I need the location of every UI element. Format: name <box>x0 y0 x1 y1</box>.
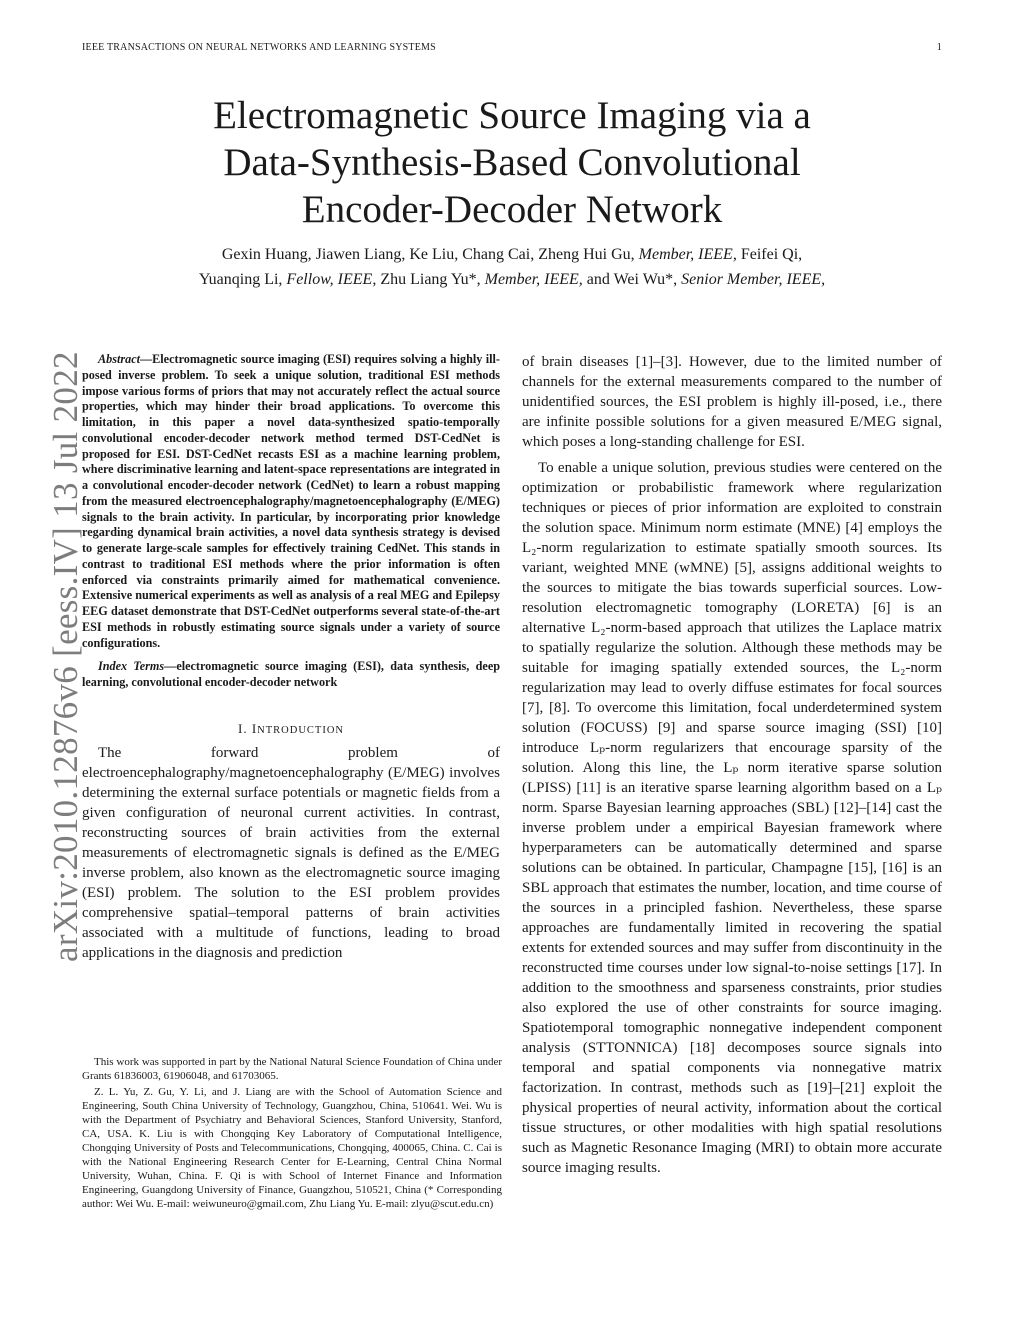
title-line-2: Data-Synthesis-Based Convolutional <box>223 141 801 184</box>
right-column <box>522 352 942 1178</box>
footnote-affiliations: Z. L. Yu, Z. Gu, Y. Li, and J. Liang are with the School of Automation Science and Engineering, South China University of Technology, Guangzhou, China, 510641. Wei. Wu is with the Department of Psychiatry and Behavioral Sciences, Stanford University, Stanford, CA, USA. K. Liu is with Chongqing Key Laboratory of Computational Intelligence, Chongqing University of Posts and Telecommunications, Chongqing, 400065, China. C. Cai is with the National Engineering Research Center for E-Learning, Central China Normal University, Wuhan, China. F. Qi is with School of Internet Finance and Information Engineering, Guangdong University of Finance, Guangzhou, 510521, China (* Corresponding author: Wei Wu. E-mail: weiwuneuro@gmail.com, Zhu Liang Yu. E-mail: zlyu@scut.edu.cn) <box>82 1086 502 1210</box>
author-name-wu: and Wei Wu*, <box>582 271 682 288</box>
right-paragraph-1: of brain diseases [1]–[3]. However, due to the limited number of channels for the external measurements compared to the number of unidentified sources, the ESI problem is highly ill-posed, i.e., there are infinite possible solutions for a given measured E/MEG signal, which poses a long-standing challenge for ESI. <box>522 354 942 450</box>
abstract <box>82 352 500 651</box>
author-name-yu: Zhu Liang Yu*, <box>376 271 485 288</box>
author-line-1 <box>110 242 914 267</box>
author-name-li: Yuanqing Li, <box>198 271 287 288</box>
author-line-2 <box>110 267 914 292</box>
abstract-text: —Electromagnetic source imaging (ESI) requires solving a highly ill-posed inverse problem. To seek a unique solution, traditional ESI methods impose various forms of priors that may not accurately reflect the actual source properties, which may hinder their broad applications. To overcome this limitation, in this paper a novel data-synthesized spatio-temporally convolutional encoder-decoder network method termed DST-CedNet is proposed for ESI. DST-CedNet recasts ESI as a machine learning problem, where discriminative learning and latent-space representations are integrated in a convolutional encoder-decoder network (CedNet) to learn a robust mapping from the measured electroencephalography/magnetoencephalography (E/MEG) signals to the brain activity. In particular, by incorporating prior knowledge regarding dynamical brain activities, a novel data synthesis strategy is devised to generate large-scale samples for effectively training CedNet. This stands in contrast to traditional ESI methods where the prior information is often enforced via constraints primarily aimed for mathematical convenience. Extensive numerical experiments as well as analysis of a real MEG and Epilepsy EEG dataset demonstrate that DST-CedNet outperforms several state-of-the-art ESI methods in robustly estimating source signals under a variety of source configurations. <box>82 352 500 650</box>
journal-name: IEEE TRANSACTIONS ON NEURAL NETWORKS AND LEARNING SYSTEMS <box>82 42 436 53</box>
author-tail-1: Feifei Qi, <box>736 246 803 263</box>
left-column <box>82 352 500 963</box>
paper-title <box>150 92 874 233</box>
author-role-fellow: Fellow, IEEE, <box>286 271 377 288</box>
index-terms <box>82 659 500 691</box>
abstract-label: Abstract <box>98 352 140 366</box>
author-role-senior: Senior Member, IEEE, <box>681 271 826 288</box>
right-paragraph-2: To enable a unique solution, previous studies were centered on the optimization or probabilistic framework where regularization techniques or pieces of prior information are exploited to constrain the solution space. Minimum norm estimate (MNE) [4] employs the L₂-norm regularization to estimate spatially smooth sources. Its variant, weighted MNE (wMNE) [5], assigns additional weights to the sources to mitigate the bias towards superficial sources. Low-resolution electromagnetic tomography (LORETA) [6] is an alternative L₂-norm-based approach that utilizes the Laplace matrix to spatially regularize the solution. Although these methods may be suitable for imaging spatially extended sources, the L₂-norm regularization may lead to overly diffuse estimates for focal sources [7], [8]. To overcome this limitation, focal underdetermined system solution (FOCUSS) [9] and sparse source imaging (SSI) [10] introduce Lₚ-norm regularizers that encourage sparsity of the solution. Along this line, the Lₚ norm iterative sparse solution (LPISS) [11] is an iterative sparse learning algorithm based on a Lₚ norm. Sparse Bayesian learning approaches (SBL) [12]–[14] cast the inverse problem under a empirical Bayesian framework where hyperparameters can be automatically determined and sparse solutions can be obtained. In particular, Champagne [15], [16] is an SBL approach that estimates the number, location, and time course of the sources in a principled fashion. Nevertheless, these sparse approaches are fundamentally limited in recovering the spatial extents for extended sources and may suffer from discontinuity in the reconstructed time courses under low signal-to-noise settings [17]. In addition to the smoothness and sparseness constraints, prior studies also explored the use of other constraints for source imaging. Spatiotemporal tomographic nonnegative independent component analysis (STTONNICA) [18] decomposes source signals into temporal and spatial components via nonnegative matrix factorization. In contrast, methods such as [19]–[21] exploit the physical properties of neural activity, information about the cortical tissue structures, or other modalities with high spatial resolutions such as Magnetic Resonance Imaging (MRI) to obtain more accurate source imaging results. <box>522 460 942 1176</box>
section-title: NTRODUCTION <box>257 724 344 736</box>
index-terms-text: —electromagnetic source imaging (ESI), data synthesis, deep learning, convolutional encoder-decoder network <box>82 659 501 689</box>
author-role-member: Member, IEEE, <box>484 271 583 288</box>
footnotes <box>82 1055 502 1211</box>
index-terms-label: Index Terms <box>98 659 165 674</box>
author-names-1: Gexin Huang, Jiawen Liang, Ke Liu, Chang Cai, Zheng Hui Gu, <box>221 246 639 263</box>
intro-paragraph: The forward problem of electroencephalography/magnetoencephalography (E/MEG) involves determining the external surface potentials or magnetic fields from a given configuration of neuronal current activities. In contrast, reconstructing sources of brain activities from the external measurements of electromagnetic signals is defined as the E/MEG inverse problem, also known as the electromagnetic source imaging (ESI) problem. The solution to the ESI problem provides comprehensive spatial–temporal patterns of brain activities associated with a multitude of functions, leading to broad applications in the diagnosis and prediction <box>82 744 500 961</box>
section-heading-introduction <box>82 721 500 737</box>
section-numeral: I. I <box>238 720 258 736</box>
footnote-funding: This work was supported in part by the National Natural Science Foundation of China under Grants 61836003, 61906048, and 61703065. <box>82 1056 502 1082</box>
page-number: 1 <box>936 42 942 53</box>
title-line-1: Electromagnetic Source Imaging via a <box>213 94 811 137</box>
author-list <box>110 242 914 292</box>
title-line-3: Encoder-Decoder Network <box>301 188 723 231</box>
author-role-1: Member, IEEE, <box>638 246 737 263</box>
arxiv-identifier: arXiv:2010.12876v6 [eess.IV] 13 Jul 2022 <box>46 351 85 962</box>
